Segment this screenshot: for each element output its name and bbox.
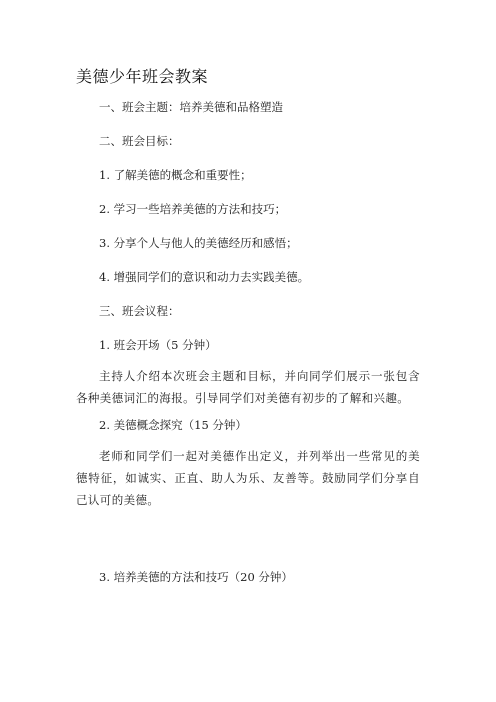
document-title: 美德少年班会教案 <box>76 67 209 86</box>
section-agenda-heading: 三、班会议程： <box>99 304 180 318</box>
section-theme: 一、班会主题：培养美德和品格塑造 <box>99 100 283 114</box>
agenda-item-1-heading: 1. 班会开场（5 分钟） <box>99 338 217 352</box>
section-goals-heading: 二、班会目标： <box>99 134 180 148</box>
goal-item-2: 2. 学习一些培养美德的方法和技巧； <box>99 202 287 216</box>
goal-item-3: 3. 分享个人与他人的美德经历和感悟； <box>99 236 298 250</box>
agenda-item-2-body: 老师和同学们一起对美德作出定义，并列举出一些常见的美德特征，如诚实、正直、助人为乐、友善等。鼓励同学们分享自己认可的美德。 <box>76 449 420 507</box>
goal-item-4: 4. 增强同学们的意识和动力去实践美德。 <box>99 270 310 284</box>
goal-item-1: 1. 了解美德的概念和重要性； <box>99 168 252 182</box>
agenda-item-1-body: 主持人介绍本次班会主题和目标，并向同学们展示一张包含各种美德词汇的海报。引导同学们对美德有初步的了解和兴趣。 <box>76 369 420 405</box>
agenda-item-2-heading: 2. 美德概念探究（15 分钟） <box>99 418 247 432</box>
agenda-item-3-heading: 3. 培养美德的方法和技巧（20 分钟） <box>99 570 293 584</box>
